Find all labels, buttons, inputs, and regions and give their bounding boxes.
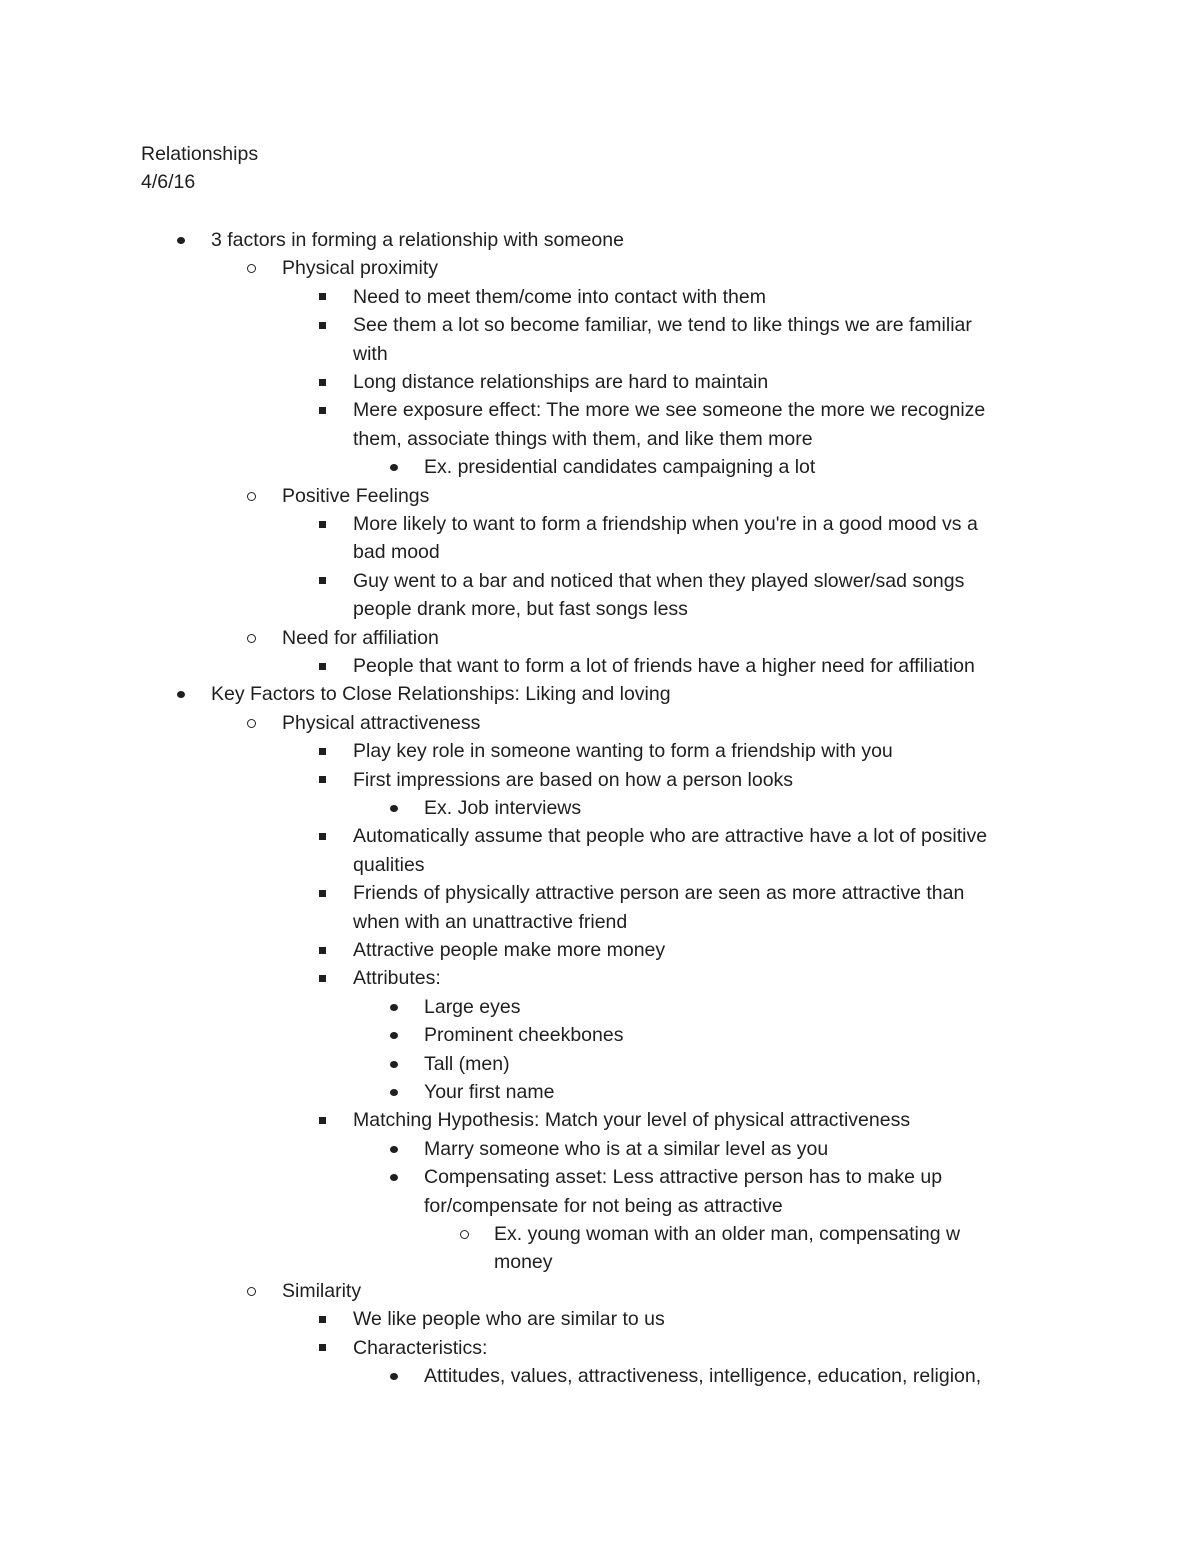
list-item-text: Attitudes, values, attractiveness, intelligence, education, religion, <box>424 1365 982 1387</box>
list-item <box>0 993 1200 1021</box>
bullet-square-icon <box>313 368 333 396</box>
list-item <box>0 766 1200 794</box>
bullet-square-icon <box>313 396 333 424</box>
list-item-text: Attributes: <box>353 967 441 990</box>
list-item <box>0 1135 1200 1163</box>
document-title: Relationships <box>141 143 259 165</box>
document-date: 4/6/16 <box>141 171 196 193</box>
bullet-dot-icon <box>384 1050 404 1078</box>
list-item-text: Physical attractiveness <box>282 711 481 734</box>
list-item-continuation <box>0 340 1200 368</box>
bullet-circle-icon <box>242 1277 262 1305</box>
list-item <box>0 1106 1200 1134</box>
list-item <box>0 226 1200 254</box>
bullet-dot-icon <box>384 453 404 481</box>
list-item-text: Play key role in someone wanting to form a friendship with you <box>353 740 893 763</box>
bullet-dot-icon <box>384 1135 404 1163</box>
list-item <box>0 879 1200 907</box>
list-item <box>0 822 1200 850</box>
bullet-square-icon <box>313 737 333 765</box>
list-item <box>0 680 1200 708</box>
bullet-dot-icon <box>171 226 191 254</box>
bullet-square-icon <box>313 766 333 794</box>
list-item-text: Compensating asset: Less attractive person has to make up <box>424 1166 943 1189</box>
list-item-text: Your first name <box>424 1081 555 1103</box>
bullet-square-icon <box>313 1334 333 1362</box>
list-item <box>0 624 1200 652</box>
list-item-text: Large eyes <box>424 995 521 1018</box>
list-item <box>0 283 1200 311</box>
list-item-text: Guy went to a bar and noticed that when they played slower/sad songs <box>353 569 965 592</box>
list-item-text: when with an unattractive friend <box>353 910 628 933</box>
list-item <box>0 567 1200 595</box>
bullet-circle-icon <box>242 254 262 282</box>
list-item <box>0 936 1200 964</box>
list-item-text: Ex. young woman with an older man, compensating w <box>494 1223 961 1245</box>
list-item <box>0 1277 1200 1305</box>
list-item <box>0 1220 1200 1248</box>
list-item-text: Positive Feelings <box>282 484 430 507</box>
bullet-circle-icon <box>455 1220 475 1248</box>
list-item <box>0 482 1200 510</box>
list-item <box>0 453 1200 481</box>
list-item-text: people drank more, but fast songs less <box>353 598 688 621</box>
bullet-dot-icon <box>384 1021 404 1049</box>
list-item-text: See them a lot so become familiar, we tend to like things we are familiar <box>353 314 972 337</box>
list-item-continuation <box>0 1192 1200 1220</box>
list-item-text: for/compensate for not being as attractive <box>424 1194 783 1217</box>
list-item-text: Similarity <box>282 1279 362 1302</box>
bullet-square-icon <box>313 936 333 964</box>
bullet-square-icon <box>313 283 333 311</box>
list-item-text: with <box>353 342 388 365</box>
bullet-circle-icon <box>242 482 262 510</box>
list-item-continuation <box>0 851 1200 879</box>
list-item <box>0 1334 1200 1362</box>
list-item-text: Need for affiliation <box>282 626 439 649</box>
list-item-text: People that want to form a lot of friends have a higher need for affiliation <box>353 655 975 677</box>
list-item <box>0 510 1200 538</box>
list-item <box>0 1362 1200 1390</box>
list-item <box>0 396 1200 424</box>
list-item <box>0 737 1200 765</box>
list-item-continuation <box>0 538 1200 566</box>
bullet-square-icon <box>313 510 333 538</box>
bullet-dot-icon <box>171 680 191 708</box>
list-item <box>0 652 1200 680</box>
bullet-dot-icon <box>384 1163 404 1191</box>
bullet-square-icon <box>313 964 333 992</box>
list-item-text: Marry someone who is at a similar level as you <box>424 1137 829 1160</box>
bullet-square-icon <box>313 311 333 339</box>
bullet-square-icon <box>313 652 333 680</box>
list-item <box>0 368 1200 396</box>
list-item-text: Ex. presidential candidates campaigning a lot <box>424 456 816 479</box>
list-item-text: bad mood <box>353 541 440 564</box>
list-item-text: them, associate things with them, and like them more <box>353 427 813 450</box>
bullet-dot-icon <box>384 794 404 822</box>
list-item-text: First impressions are based on how a person looks <box>353 768 794 791</box>
bullet-dot-icon <box>384 1078 404 1106</box>
list-item-continuation <box>0 595 1200 623</box>
list-item-continuation <box>0 425 1200 453</box>
bullet-circle-icon <box>242 624 262 652</box>
list-item-text: Prominent cheekbones <box>424 1024 624 1047</box>
bullet-square-icon <box>313 1106 333 1134</box>
list-item <box>0 1305 1200 1333</box>
bullet-square-icon <box>313 1305 333 1333</box>
list-item <box>0 1078 1200 1106</box>
list-item <box>0 254 1200 282</box>
list-item-continuation <box>0 1248 1200 1276</box>
list-item-text: Need to meet them/come into contact with them <box>353 285 766 308</box>
bullet-square-icon <box>313 567 333 595</box>
list-item <box>0 1050 1200 1078</box>
bullet-square-icon <box>313 879 333 907</box>
list-item <box>0 709 1200 737</box>
list-item-text: money <box>494 1251 553 1274</box>
list-item <box>0 794 1200 822</box>
bullet-dot-icon <box>384 1362 404 1390</box>
list-item-text: More likely to want to form a friendship when you're in a good mood vs a <box>353 513 978 535</box>
list-item <box>0 311 1200 339</box>
list-item-text: Characteristics: <box>353 1336 488 1359</box>
list-item-text: Automatically assume that people who are attractive have a lot of positive <box>353 825 988 848</box>
list-item <box>0 964 1200 992</box>
list-item <box>0 1163 1200 1191</box>
list-item-text: Key Factors to Close Relationships: Liking and loving <box>211 683 671 706</box>
list-item-text: qualities <box>353 853 425 876</box>
list-item-text: Tall (men) <box>424 1052 510 1075</box>
list-item-text: Friends of physically attractive person are seen as more attractive than <box>353 882 965 905</box>
list-item-text: Ex. Job interviews <box>424 797 582 819</box>
list-item-text: We like people who are similar to us <box>353 1308 665 1331</box>
list-item-text: Long distance relationships are hard to maintain <box>353 371 769 393</box>
list-item-text: Matching Hypothesis: Match your level of physical attractiveness <box>353 1109 911 1132</box>
list-item-text: Attractive people make more money <box>353 939 666 961</box>
list-item-text: 3 factors in forming a relationship with someone <box>211 229 624 251</box>
list-item-text: Physical proximity <box>282 257 439 280</box>
bullet-circle-icon <box>242 709 262 737</box>
list-item-text: Mere exposure effect: The more we see someone the more we recognize <box>353 399 986 422</box>
bullet-square-icon <box>313 822 333 850</box>
list-item <box>0 1021 1200 1049</box>
bullet-dot-icon <box>384 993 404 1021</box>
list-item-continuation <box>0 908 1200 936</box>
